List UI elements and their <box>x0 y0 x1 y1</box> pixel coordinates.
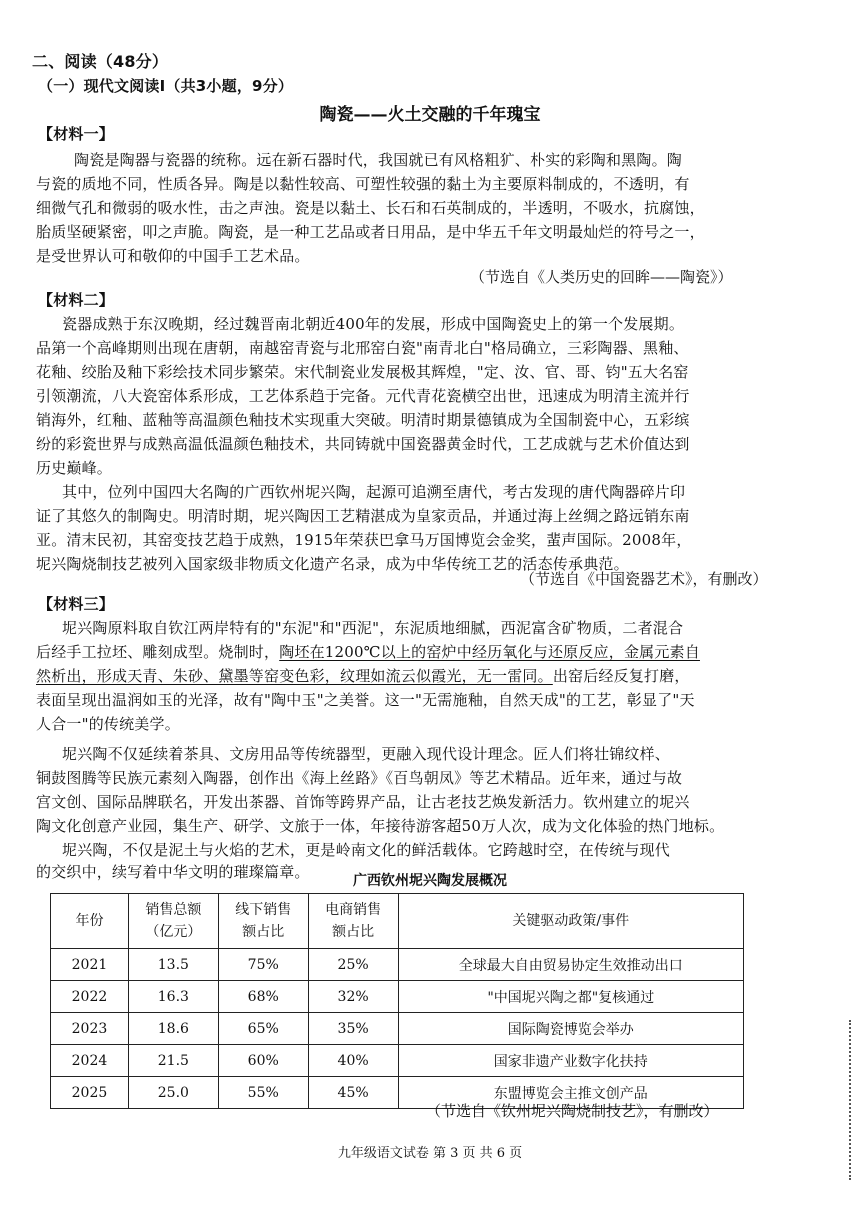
table-cell: 65% <box>218 1013 308 1045</box>
page-footer: 九年级语文试卷 第 3 页 共 6 页 <box>337 1146 523 1161</box>
material3-line: 宫文创、国际品牌联名，开发出茶器、首饰等跨界产品，让古老技艺焕发新活力。钦州建立的坭兴 <box>36 793 690 811</box>
material3-line: 坭兴陶，不仅是泥土与火焰的艺术，更是岭南文化的鲜活载体。它跨越时空，在传统与现代 <box>62 841 671 859</box>
table-cell: 2024 <box>51 1045 129 1077</box>
table-cell: 75% <box>218 949 308 981</box>
table-cell: 16.3 <box>128 981 218 1013</box>
material3-line: 表面呈现出温润如玉的光泽，故有"陶中玉"之美誉。这一"无需施釉，自然天成"的工艺，彰显了"天 <box>36 691 695 709</box>
table-cell: 45% <box>308 1077 398 1109</box>
material3-line: 人合一"的传统美学。 <box>36 715 180 733</box>
table-cell: 25.0 <box>128 1077 218 1109</box>
section-subheading: （一）现代文阅读Ⅰ（共3小题，9分） <box>38 77 294 95</box>
article-title: 陶瓷——火土交融的千年瑰宝 <box>319 105 541 125</box>
table-row <box>51 949 744 981</box>
table-cell: 2021 <box>51 949 129 981</box>
table-header-cell: 销售总额 （亿元） <box>128 894 218 949</box>
material3-line: 铜鼓图腾等民族元素刻入陶器，创作出《海上丝路》《百鸟朝凤》等艺术精品。近年来，通过与故 <box>36 769 683 787</box>
table-cell: 40% <box>308 1045 398 1077</box>
table-cell: 国际陶瓷博览会举办 <box>398 1013 743 1045</box>
material1-line: 陶瓷是陶器与瓷器的统称。远在新石器时代，我国就已有风格粗犷、朴实的彩陶和黑陶。陶 <box>74 151 683 169</box>
table-title: 广西钦州坭兴陶发展概况 <box>353 873 507 889</box>
table-cell: 全球最大自由贸易协定生效推动出口 <box>398 949 743 981</box>
material2-source: （节选自《中国瓷器艺术》，有删改） <box>520 570 768 588</box>
material3-text: 出窑后经反复打磨， <box>552 667 690 685</box>
table-row <box>51 981 744 1013</box>
material3-underlined-text: 陶坯在1200℃以上的窑炉中经历氧化与还原反应，金属元素自 <box>279 643 700 661</box>
table-cell: 18.6 <box>128 1013 218 1045</box>
material1-line: 与瓷的质地不同，性质各异。陶是以黏性较高、可塑性较强的黏土为主要原料制成的，不透明，有 <box>36 175 690 193</box>
table-cell: 东盟博览会主推文创产品 <box>398 1077 743 1109</box>
table-cell: 13.5 <box>128 949 218 981</box>
material1-line: 细微气孔和微弱的吸水性，击之声浊。瓷是以黏土、长石和石英制成的，半透明，不吸水，抗腐蚀， <box>36 199 705 217</box>
material3-line: 坭兴陶不仅延续着茶具、文房用品等传统器型，更融入现代设计理念。匠人们将壮锦纹样、 <box>62 745 671 763</box>
material2-line: 证了其悠久的制陶史。明清时期，坭兴陶因工艺精湛成为皇家贡品，并通过海上丝绸之路远销东南 <box>36 507 690 525</box>
material1-source: （节选自《人类历史的回眸——陶瓷》） <box>470 268 733 286</box>
material3-line: 陶文化创意产业园，集生产、研学、文旅于一体，年接待游客超50万人次，成为文化体验的热门地标。 <box>36 817 725 835</box>
material3-line <box>36 642 700 662</box>
table-cell: 21.5 <box>128 1045 218 1077</box>
material3-line: 坭兴陶原料取自钦江两岸特有的"东泥"和"西泥"，东泥质地细腻，西泥富含矿物质，二者混合 <box>62 619 684 637</box>
section-heading: 二、阅读（48分） <box>32 52 169 71</box>
table-header-row <box>51 894 744 949</box>
material2-line: 坭兴陶烧制技艺被列入国家级非物质文化遗产名录，成为中华传统工艺的活态传承典范。 <box>36 555 629 573</box>
table-row <box>51 1045 744 1077</box>
material3-text: 后经手工拉坯、雕刻成型。烧制时， <box>36 643 280 661</box>
scan-edge-mark <box>849 1020 855 1180</box>
table-header-cell: 关键驱动政策/事件 <box>398 894 743 949</box>
material2-line: 花釉、绞胎及釉下彩绘技术同步繁荣。宋代制瓷业发展极其辉煌，"定、汝、官、哥、钧"五大名窑 <box>36 363 689 381</box>
material2-line: 瓷器成熟于东汉晚期，经过魏晋南北朝近400年的发展，形成中国陶瓷史上的第一个发展期。 <box>62 315 685 333</box>
material2-line: 历史巅峰。 <box>36 459 113 477</box>
table-cell: 2025 <box>51 1077 129 1109</box>
table-cell: 国家非遗产业数字化扶持 <box>398 1045 743 1077</box>
table-cell: "中国坭兴陶之都"复核通过 <box>398 981 743 1013</box>
material2-line: 销海外，红釉、蓝釉等高温颜色釉技术实现重大突破。明清时期景德镇成为全国制瓷中心，五彩缤 <box>36 411 690 429</box>
table-row <box>51 1013 744 1045</box>
table-header-cell: 电商销售 额占比 <box>308 894 398 949</box>
material3-source: （节选自《钦州坭兴陶烧制技艺》，有删改） <box>426 1102 719 1120</box>
table-cell: 55% <box>218 1077 308 1109</box>
material3-line <box>36 666 690 686</box>
material1-line: 胎质坚硬紧密，叩之声脆。陶瓷，是一种工艺品或者日用品，是中华五千年文明最灿烂的符号之一， <box>36 223 705 241</box>
table-cell: 60% <box>218 1045 308 1077</box>
material2-line: 纷的彩瓷世界与成熟高温低温颜色釉技术，共同铸就中国瓷器黄金时代，工艺成就与艺术价值达到 <box>36 435 690 453</box>
table-cell: 68% <box>218 981 308 1013</box>
table-cell: 2022 <box>51 981 129 1013</box>
table-cell: 32% <box>308 981 398 1013</box>
material3-label: 【材料三】 <box>38 595 115 613</box>
table-cell: 25% <box>308 949 398 981</box>
table-cell: 2023 <box>51 1013 129 1045</box>
table-header-cell: 线下销售 额占比 <box>218 894 308 949</box>
material3-underlined-text: 然析出，形成天青、朱砂、黛墨等窑变色彩，纹理如流云似霞光，无一雷同。 <box>36 667 553 685</box>
material1-label: 【材料一】 <box>38 125 115 143</box>
material1-line: 是受世界认可和敬仰的中国手工艺术品。 <box>36 247 310 265</box>
material2-label: 【材料二】 <box>38 291 115 309</box>
material2-line: 亚。清末民初，其窑变技艺趋于成熟，1915年荣获巴拿马万国博览会金奖，蜚声国际。2008年， <box>36 531 692 549</box>
development-table <box>50 893 744 1109</box>
table-header-cell: 年份 <box>51 894 129 949</box>
material3-line: 的交织中，续写着中华文明的璀璨篇章。 <box>36 863 310 881</box>
table-cell: 35% <box>308 1013 398 1045</box>
material2-line: 品第一个高峰期则出现在唐朝，南越窑青瓷与北邢窑白瓷"南青北白"格局确立，三彩陶器、黑釉、 <box>36 339 689 357</box>
material2-line: 其中，位列中国四大名陶的广西钦州坭兴陶，起源可追溯至唐代，考古发现的唐代陶器碎片印 <box>62 483 686 501</box>
material2-line: 引领潮流，八大瓷窑体系形成，工艺体系趋于完备。元代青花瓷横空出世，迅速成为明清主流并行 <box>36 387 690 405</box>
